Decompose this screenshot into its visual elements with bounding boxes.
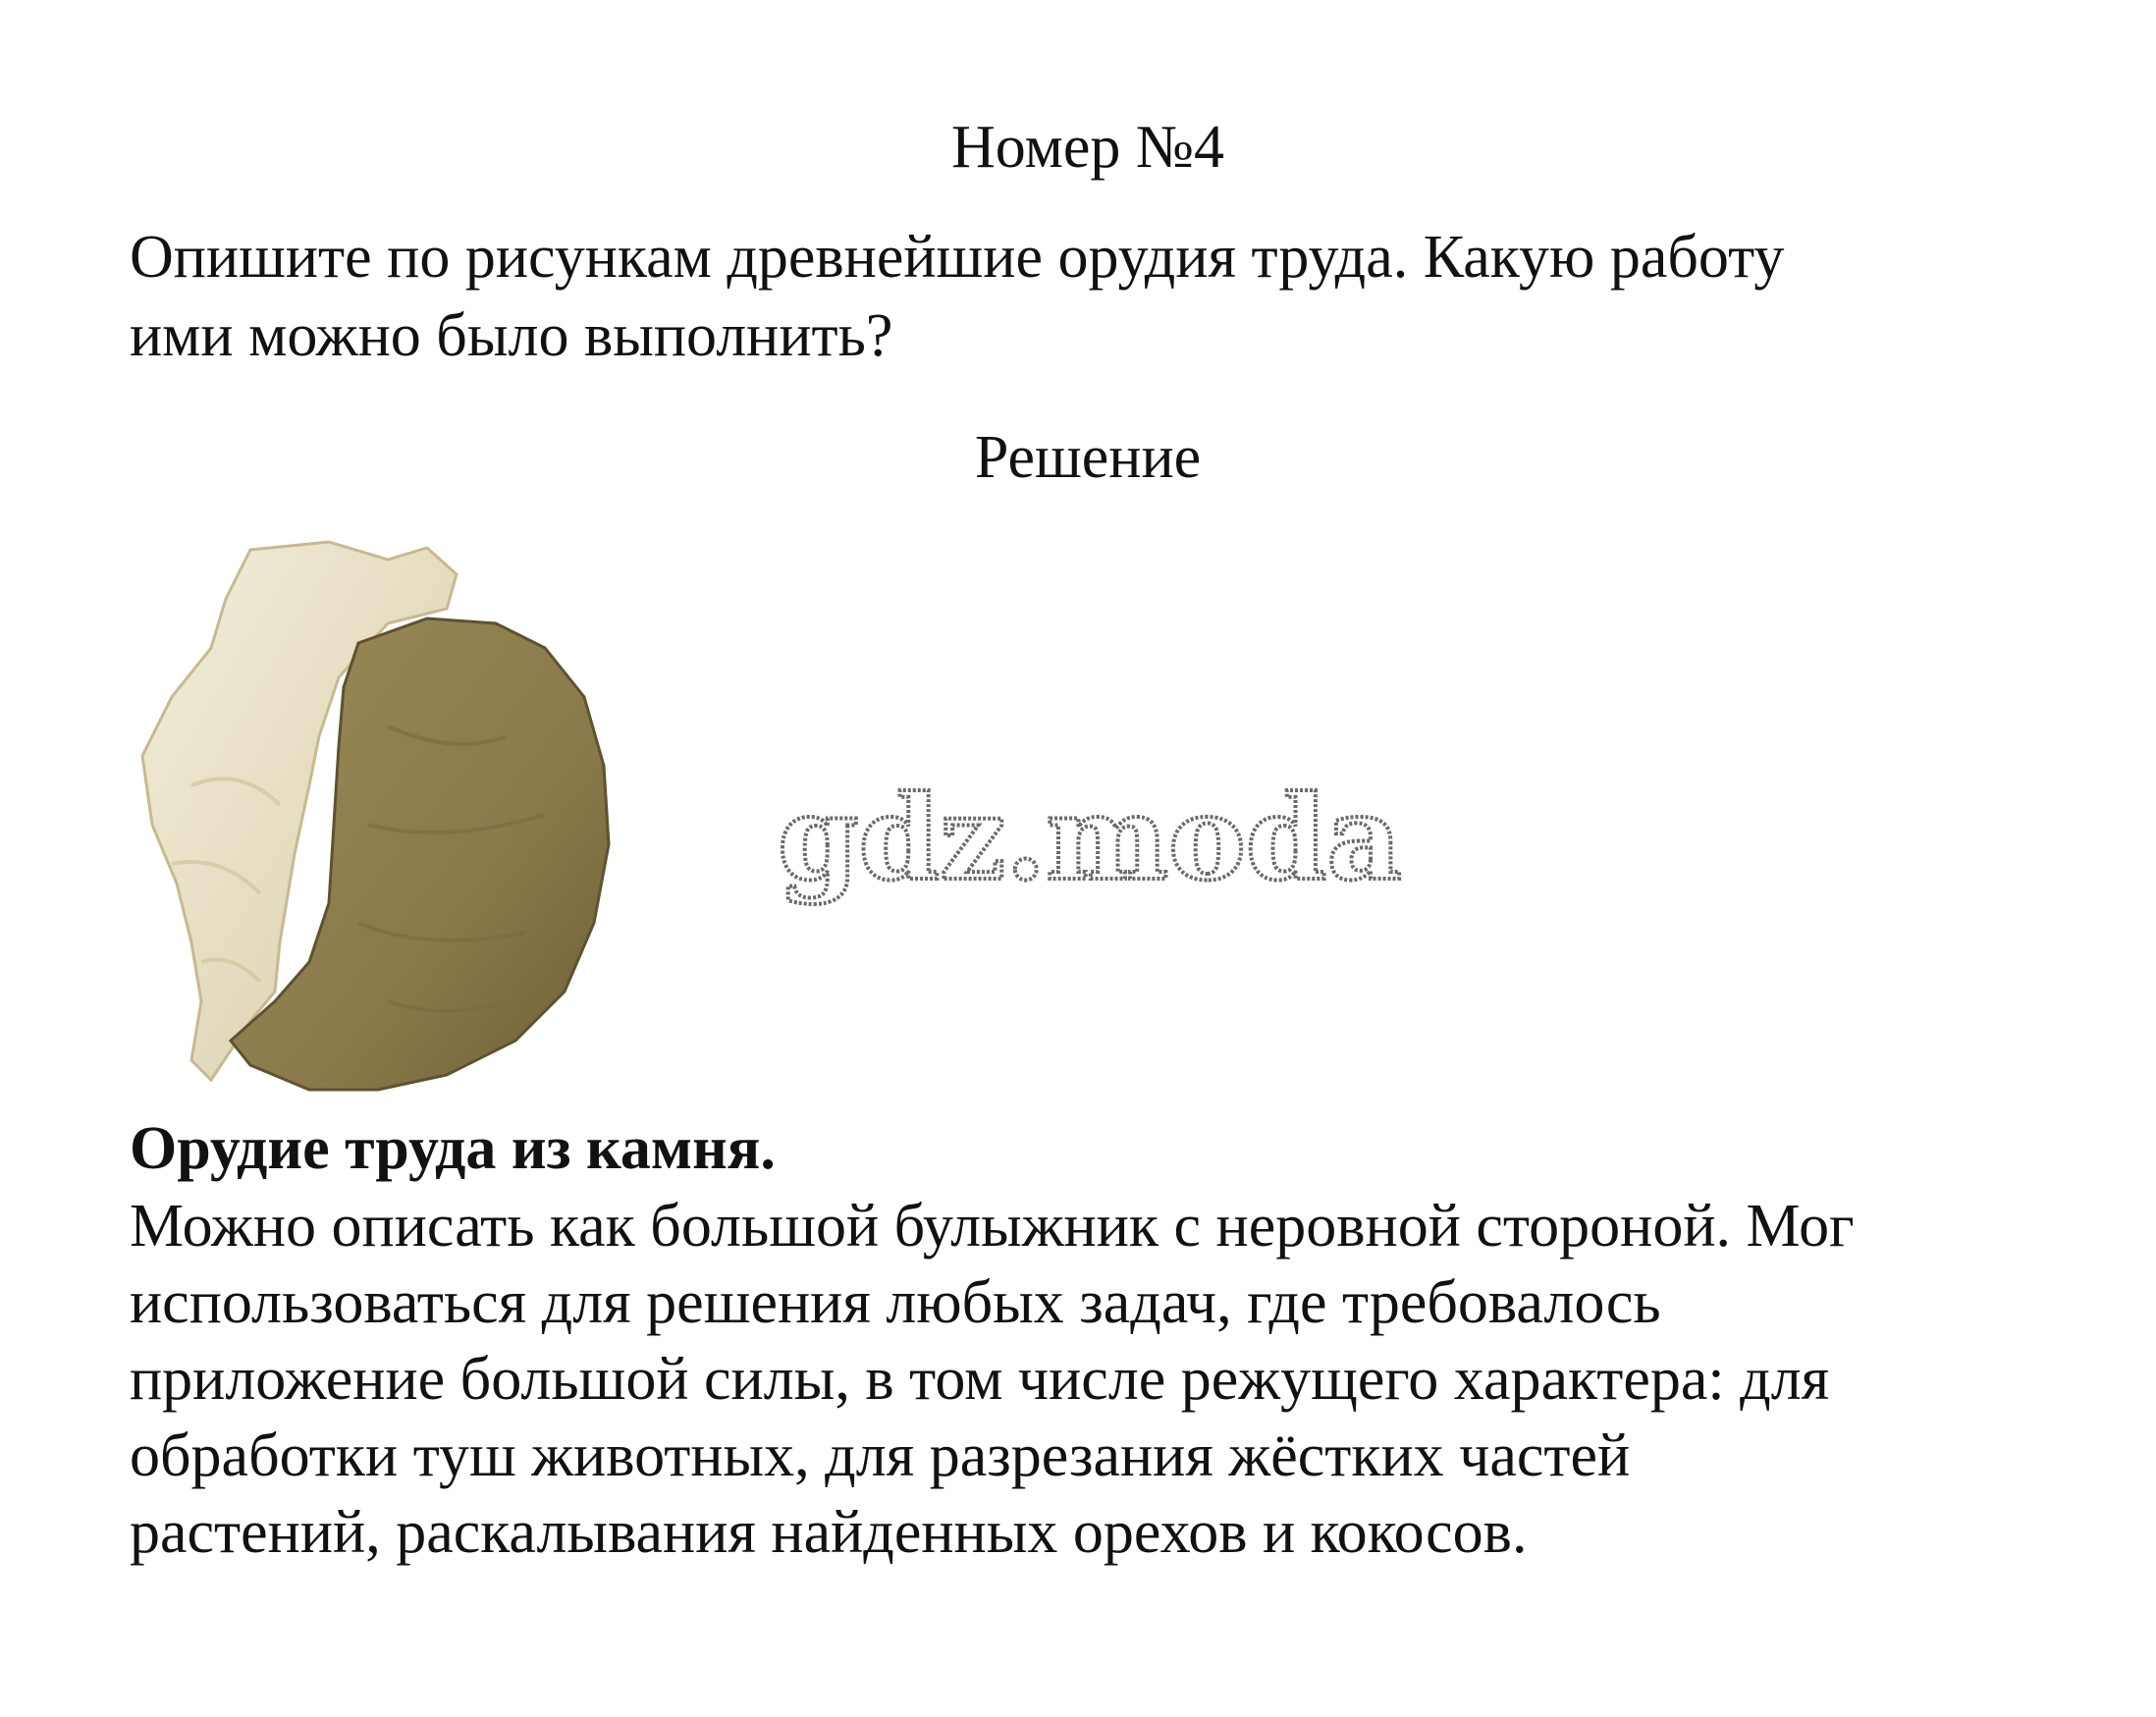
answer-heading: Орудие труда из камня. [130, 1115, 776, 1182]
answer-line: использоваться для решения любых задач, где требовалось [130, 1269, 1661, 1336]
solution-heading: Решение [974, 424, 1202, 491]
answer-line: Можно описать как большой булыжник с неровной стороной. Мог [130, 1193, 1855, 1260]
question-line: Опишите по рисункам древнейшие орудия труда. Какую работу [130, 224, 1785, 291]
page-title: Номер №4 [950, 114, 1224, 181]
answer-line: приложение большой силы, в том числе режущего характера: для [130, 1346, 1830, 1413]
question-line: ими можно было выполнить? [130, 302, 893, 369]
watermark-logo [776, 776, 1404, 913]
answer-line: растений, раскалывания найденных орехов и кокосов. [130, 1499, 1528, 1566]
answer-body [130, 1188, 2093, 1571]
answer-line: обработки туш животных, для разрезания жёстких частей [130, 1422, 1631, 1489]
question-text [130, 218, 2054, 375]
watermark-text: gdz.moda [778, 776, 1402, 906]
stone-tool-icon [133, 530, 643, 1100]
